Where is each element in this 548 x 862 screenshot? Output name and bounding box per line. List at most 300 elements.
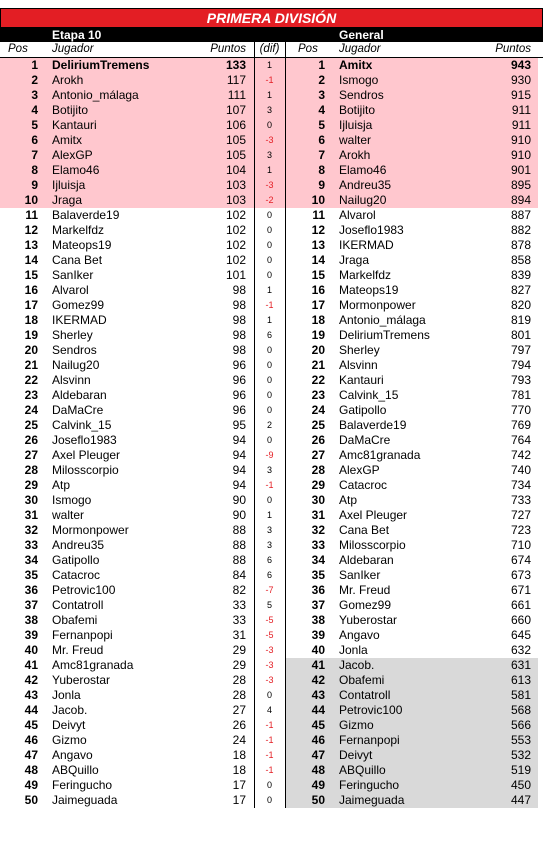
general-points: 797 [510,343,531,357]
stage-player: Kantauri [52,118,97,132]
table-row [0,193,543,208]
stage-position: 20 [24,343,38,357]
points-diff: 3 [266,105,272,115]
points-diff: -5 [265,615,274,625]
stage-points: 94 [232,433,246,447]
points-diff: 0 [266,795,272,805]
points-diff: -1 [265,720,274,730]
general-points: 671 [510,583,531,597]
general-points: 839 [510,268,531,282]
stage-player: Obafemi [52,613,98,627]
stage-position: 21 [24,358,38,372]
general-points: 930 [510,73,531,87]
stage-position: 12 [24,223,38,237]
stage-player: Alsvinn [52,373,91,387]
table-row [0,418,543,433]
general-position: 4 [318,103,325,117]
general-position: 15 [311,268,325,282]
stage-position: 48 [24,763,38,777]
stage-position: 33 [24,538,38,552]
stage-position: 6 [31,133,38,147]
header-pos: Pos [8,43,28,55]
points-diff: 0 [266,270,272,280]
general-player: Alsvinn [339,358,378,372]
general-points: 661 [510,598,531,612]
general-points: 581 [510,688,531,702]
stage-points: 102 [225,253,246,267]
general-points: 450 [510,778,531,792]
stage-points: 96 [232,373,246,387]
general-player: DaMaCre [339,433,391,447]
general-position: 41 [311,658,325,672]
general-points: 911 [511,103,531,117]
stage-points: 102 [225,223,246,237]
stage-player: Ismogo [52,493,92,507]
stage-player: ABQuillo [52,763,99,777]
table-row [0,568,543,583]
general-points: 566 [510,718,531,732]
stage-player: Jraga [52,193,83,207]
stage-position: 8 [31,163,38,177]
stage-player: Aldebaran [52,388,107,402]
stage-position: 23 [24,388,38,402]
general-player: Sherley [339,343,380,357]
general-position: 36 [311,583,325,597]
general-position: 46 [311,733,325,747]
general-position: 6 [318,133,325,147]
table-row [0,343,543,358]
points-diff: -7 [265,585,274,595]
general-points: 910 [510,148,531,162]
points-diff: 4 [266,705,272,715]
table-row [0,268,543,283]
points-diff: -1 [265,480,274,490]
header-player: Jugador [52,43,94,55]
general-points: 827 [510,283,531,297]
stage-position: 29 [24,478,38,492]
general-player: Gizmo [339,718,374,732]
stage-player: Atp [52,478,71,492]
general-points: 568 [510,703,531,717]
general-points: 532 [510,748,531,762]
stage-points: 107 [225,103,246,117]
stage-points: 94 [232,463,246,477]
table-row [0,508,543,523]
stage-player: Feringucho [52,778,113,792]
stage-position: 31 [24,508,38,522]
points-diff: 2 [266,420,272,430]
general-player: Jonla [339,643,368,657]
stage-position: 13 [24,238,38,252]
points-diff: 0 [266,495,272,505]
stage-position: 17 [24,298,38,312]
stage-position: 11 [25,208,38,222]
stage-points: 18 [232,763,246,777]
table-row [0,748,543,763]
table-row [0,523,543,538]
section-header [0,28,543,42]
general-player: Mormonpower [339,298,416,312]
points-diff: 3 [266,150,272,160]
stage-position: 16 [24,283,38,297]
stage-points: 33 [232,598,246,612]
general-position: 12 [311,223,325,237]
stage-points: 28 [232,673,246,687]
stage-player: Gizmo [52,733,87,747]
stage-position: 49 [24,778,38,792]
general-points: 519 [510,763,531,777]
points-diff: 1 [266,90,272,100]
table-body [0,58,543,808]
general-player: Nailug20 [339,193,387,207]
general-player: Gomez99 [339,598,392,612]
stage-position: 39 [24,628,38,642]
stage-player: Elamo46 [52,163,100,177]
stage-points: 98 [232,298,246,312]
general-position: 5 [318,118,325,132]
stage-points: 28 [232,688,246,702]
general-points: 820 [510,298,531,312]
table-row [0,718,543,733]
points-diff: 0 [266,690,272,700]
table-row [0,793,543,808]
general-position: 30 [311,493,325,507]
general-points: 911 [511,118,531,132]
stage-player: Mr. Freud [52,643,104,657]
general-position: 22 [311,373,325,387]
general-points: 632 [510,643,531,657]
stage-points: 98 [232,328,246,342]
stage-position: 44 [24,703,38,717]
general-position: 21 [311,358,325,372]
general-player: Jacob. [339,658,375,672]
stage-points: 98 [232,313,246,327]
general-points: 793 [510,373,531,387]
stage-player: Contatroll [52,598,104,612]
stage-player: Antonio_málaga [52,88,139,102]
table-row [0,178,543,193]
ranking-table [0,8,543,808]
table-row [0,298,543,313]
general-player: Mr. Freud [339,583,391,597]
points-diff: 3 [266,540,272,550]
general-player: Elamo46 [339,163,387,177]
stage-player: Andreu35 [52,538,105,552]
stage-player: Amc81granada [52,658,134,672]
general-points: 723 [510,523,531,537]
general-position: 10 [311,193,325,207]
stage-points: 18 [232,748,246,762]
stage-points: 88 [232,553,246,567]
section-stage-label: Etapa 10 [52,28,102,42]
stage-player: Gatipollo [52,553,100,567]
points-diff: 0 [266,780,272,790]
general-player: Petrovic100 [339,703,403,717]
general-position: 19 [311,328,325,342]
general-player: Markelfdz [339,268,392,282]
general-position: 31 [311,508,325,522]
general-player: Balaverde19 [339,418,407,432]
table-row [0,148,543,163]
general-points: 734 [510,478,531,492]
stage-position: 25 [24,418,38,432]
stage-player: Axel Pleuger [52,448,121,462]
general-points: 764 [510,433,531,447]
stage-points: 104 [225,163,246,177]
points-diff: 0 [266,360,272,370]
stage-points: 103 [225,193,246,207]
table-row [0,658,543,673]
stage-points: 29 [232,643,246,657]
general-points: 915 [510,88,531,102]
stage-position: 2 [31,73,38,87]
stage-position: 35 [24,568,38,582]
stage-player: Arokh [52,73,84,87]
points-diff: -9 [265,450,274,460]
table-row [0,223,543,238]
stage-position: 19 [24,328,38,342]
stage-player: Fernanpopi [52,628,113,642]
stage-position: 40 [24,643,38,657]
stage-points: 33 [232,613,246,627]
stage-player: Sherley [52,328,93,342]
points-diff: -3 [265,660,274,670]
stage-points: 103 [225,178,246,192]
general-position: 2 [318,73,325,87]
general-points: 858 [510,253,531,267]
general-player: DeliriumTremens [339,328,430,342]
points-diff: -3 [265,180,274,190]
general-position: 25 [311,418,325,432]
stage-player: Gomez99 [52,298,105,312]
stage-player: Jonla [52,688,81,702]
stage-position: 32 [24,523,38,537]
table-row [0,763,543,778]
general-position: 44 [311,703,325,717]
stage-position: 34 [24,553,38,567]
general-points: 943 [510,58,531,72]
general-position: 32 [311,523,325,537]
points-diff: 1 [266,60,272,70]
general-points: 794 [510,358,531,372]
general-position: 47 [311,748,325,762]
table-row [0,538,543,553]
general-points: 769 [510,418,531,432]
general-points: 781 [510,388,531,402]
points-diff: -3 [265,675,274,685]
stage-position: 42 [24,673,38,687]
general-position: 34 [311,553,325,567]
stage-position: 27 [24,448,38,462]
stage-position: 46 [24,733,38,747]
table-row [0,163,543,178]
stage-points: 117 [226,73,246,87]
table-row [0,628,543,643]
general-position: 33 [311,538,325,552]
general-player: Aldebaran [339,553,394,567]
general-player: Sendros [339,88,384,102]
stage-position: 24 [24,403,38,417]
general-player: Arokh [339,148,371,162]
stage-position: 36 [24,583,38,597]
stage-player: walter [52,508,85,522]
general-position: 27 [311,448,325,462]
general-position: 16 [311,283,325,297]
general-player: Andreu35 [339,178,392,192]
stage-points: 90 [232,493,246,507]
section-general-label: General [339,28,384,42]
general-points: 742 [510,448,531,462]
table-title: PRIMERA DIVISIÓN [0,8,543,28]
stage-points: 96 [232,388,246,402]
general-points: 740 [510,463,531,477]
stage-points: 90 [232,508,246,522]
stage-position: 7 [31,148,38,162]
general-player: IKERMAD [339,238,394,252]
stage-points: 102 [225,238,246,252]
general-position: 7 [318,148,325,162]
stage-player: Joseflo1983 [52,433,117,447]
stage-player: Markelfdz [52,223,105,237]
points-diff: -1 [265,735,274,745]
table-row [0,313,543,328]
table-row [0,328,543,343]
table-row [0,133,543,148]
points-diff: 0 [266,255,272,265]
table-row [0,778,543,793]
stage-points: 17 [232,793,246,807]
stage-position: 43 [24,688,38,702]
general-player: Yuberostar [339,613,398,627]
general-position: 13 [311,238,325,252]
general-player: Alvarol [339,208,376,222]
general-player: Gatipollo [339,403,387,417]
stage-player: Sendros [52,343,97,357]
table-row [0,688,543,703]
general-position: 11 [312,208,325,222]
stage-points: 133 [225,58,246,72]
stage-player: Calvink_15 [52,418,112,432]
points-diff: -1 [265,75,274,85]
general-position: 42 [311,673,325,687]
points-diff: 0 [266,225,272,235]
table-row [0,448,543,463]
table-row [0,493,543,508]
stage-points: 88 [232,538,246,552]
points-diff: 1 [266,315,272,325]
general-player: Obafemi [339,673,385,687]
stage-player: Amitx [52,133,82,147]
points-diff: 0 [266,375,272,385]
general-position: 38 [311,613,325,627]
general-points: 673 [510,568,531,582]
points-diff: -1 [265,300,274,310]
stage-player: Petrovic100 [52,583,116,597]
table-row [0,208,543,223]
general-position: 26 [311,433,325,447]
general-player: Ismogo [339,73,379,87]
general-player: Atp [339,493,358,507]
general-position: 35 [311,568,325,582]
stage-player: Mormonpower [52,523,129,537]
stage-position: 47 [24,748,38,762]
stage-player: Ijluisja [52,178,86,192]
general-points: 910 [510,133,531,147]
general-position: 18 [311,313,325,327]
general-points: 660 [510,613,531,627]
stage-position: 45 [24,718,38,732]
table-row [0,643,543,658]
stage-player: Jacob. [52,703,88,717]
points-diff: 0 [266,345,272,355]
stage-position: 38 [24,613,38,627]
stage-points: 29 [232,658,246,672]
table-row [0,58,543,73]
general-position: 40 [311,643,325,657]
stage-position: 10 [24,193,38,207]
table-row [0,88,543,103]
points-diff: -3 [265,645,274,655]
points-diff: -5 [265,630,274,640]
header-general-player: Jugador [339,43,381,55]
stage-position: 15 [24,268,38,282]
points-diff: 0 [266,120,272,130]
general-points: 733 [510,493,531,507]
header-diff: (dif) [259,43,280,55]
general-player: Mateops19 [339,283,399,297]
stage-player: DeliriumTremens [52,58,150,72]
general-position: 24 [311,403,325,417]
points-diff: -2 [265,195,274,205]
general-points: 553 [510,733,531,747]
general-player: Jaimeguada [339,793,405,807]
stage-position: 14 [24,253,38,267]
general-player: Calvink_15 [339,388,399,402]
table-row [0,253,543,268]
column-headers [0,42,543,58]
table-row [0,433,543,448]
general-points: 727 [510,508,531,522]
points-diff: 6 [266,570,272,580]
stage-position: 30 [24,493,38,507]
stage-player: Jaimeguada [52,793,118,807]
general-position: 20 [311,343,325,357]
general-player: Milosscorpio [339,538,406,552]
general-position: 39 [311,628,325,642]
general-player: Kantauri [339,373,384,387]
general-points: 882 [510,223,531,237]
general-player: AlexGP [339,463,380,477]
general-player: Deivyt [339,748,373,762]
stage-position: 5 [31,118,38,132]
general-player: Angavo [339,628,380,642]
general-position: 48 [311,763,325,777]
table-row [0,358,543,373]
points-diff: 5 [266,600,272,610]
stage-player: Nailug20 [52,358,100,372]
points-diff: 0 [266,210,272,220]
general-position: 9 [318,178,325,192]
stage-position: 41 [24,658,38,672]
stage-points: 98 [232,343,246,357]
general-player: Axel Pleuger [339,508,408,522]
stage-player: SanIker [52,268,94,282]
stage-points: 101 [225,268,246,282]
stage-position: 18 [24,313,38,327]
general-position: 43 [311,688,325,702]
general-points: 901 [510,163,531,177]
points-diff: 0 [266,405,272,415]
